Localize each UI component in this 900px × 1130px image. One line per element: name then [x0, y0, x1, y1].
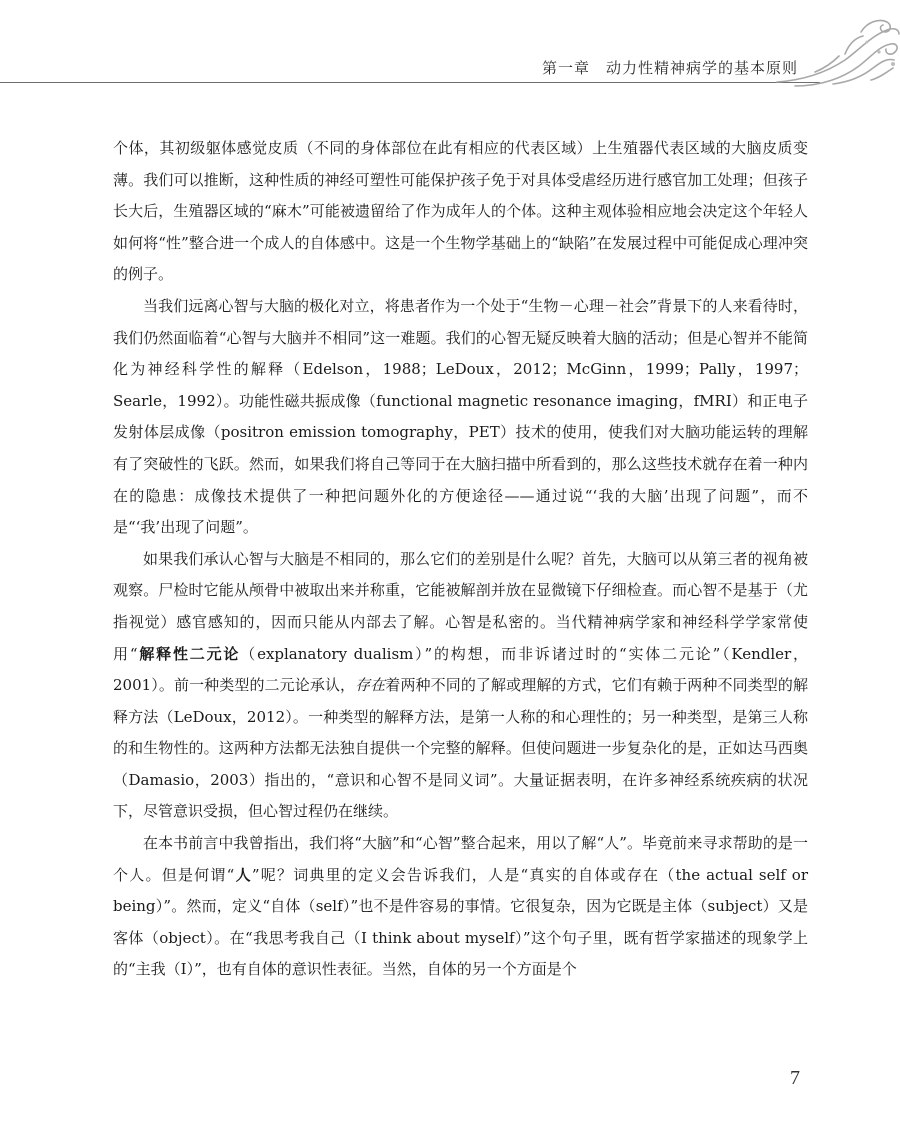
chapter-title: 第一章 动力性精神病学的基本原则	[541, 59, 798, 77]
paragraph-1: 个体，其初级躯体感觉皮质（不同的身体部位在此有相应的代表区域）上生殖器代表区域的大脑皮质变薄。我们可以推断，这种性质的神经可塑性可能保护孩子免于对具体受虐经历进行感官加工处理；但孩子长大后，生殖器区域的“麻木”可能被遗留给了作为成年人的个体。这种主观体验相应地会决定这个年轻人如何将“性”整合进一个成人的自体感中。这是一个生物学基础上的“缺陷”在发展过程中可能促成心理冲突的例子。	[113, 139, 808, 284]
header-rule	[0, 82, 820, 83]
bold-term-explanatory-dualism: 解释性二元论	[137, 644, 241, 663]
body-text	[113, 133, 808, 986]
running-header	[0, 0, 900, 100]
swirl-ornament-icon	[775, 14, 900, 96]
page-number: 7	[790, 1067, 800, 1089]
paragraph-3-text-c: 着两种不同的了解或理解的方式，它们有赖于两种不同类型的解释方法（LeDoux，2012）。一种类型的解释方法，是第一人称的和心理性的；另一种类型，是第三人称的和生物性的。这两种方法都无法独自提供一个完整的解释。但使问题进一步复杂化的是，正如达马西奥（Damasio，2003）指出的，“意识和心智不是同义词”。大量证据表明，在许多神经系统疾病的状况下，尽管意识受损，但心智过程仍在继续。	[113, 676, 808, 821]
paragraph-3-text-a: 如果我们承认心智与大脑是不相同的，那么它们的差别是什么呢？首先，大脑可以从第三者的视角被观察。尸检时它能从颅骨中被取出来并称重，它能被解剖并放在显微镜下仔细检查。而心智不是基于（尤指视觉）感官感知的，因而只能从内部去了解。心智是私密的。当代精神病学家和神经科学学家常使用“	[113, 549, 808, 663]
paragraph-4	[113, 828, 808, 986]
paragraph-4-text-a: 在本书前言中我曾指出，我们将“大脑”和“心智”整合起来，用以了解“人”。毕竟前来寻求帮助的是一个人。但是何谓“	[113, 834, 808, 884]
paragraph-3	[113, 544, 808, 828]
bold-term-person: 人	[234, 865, 252, 884]
paragraph-4-text-b: ”呢？词典里的定义会告诉我们，人是“真实的自体或存在（the actual self or being）”。然而，定义“自体（self）”也不是件容易的事情。它很复杂，因为它既是主体（subject）又是客体（object）。在“我思考我自己（I think about myself）”这个句子里，既有哲学家描述的现象学上的“主我（I）”，也有自体的意识性表征。当然，自体的另一个方面是个	[113, 865, 808, 979]
italic-term-exist: 存在	[355, 676, 386, 695]
paragraph-3-text-b: （explanatory dualism）”的构想，而非诉诸过时的“实体二元论”（Kendler，2001）。前一种类型的二元论承认，	[113, 644, 808, 695]
paragraph-2: 当我们远离心智与大脑的极化对立，将患者作为一个处于“生物－心理－社会”背景下的人来看待时，我们仍然面临着“心智与大脑并不相同”这一难题。我们的心智无疑反映着大脑的活动；但是心智并不能简化为神经科学性的解释（Edelson，1988；LeDoux，2012；McGinn，1999；Pally，1997；Searle，1992）。功能性磁共振成像（functional magnetic resonance imaging，fMRI）和正电子发射体层成像（positron emission tomography，PET）技术的使用，使我们对大脑功能运转的理解有了突破性的飞跃。然而，如果我们将自己等同于在大脑扫描中所看到的，那么这些技术就存在着一种内在的隐患：成像技术提供了一种把问题外化的方便途径——通过说“‘我的大脑’出现了问题”，而不是“‘我’出现了问题”。	[113, 296, 808, 537]
